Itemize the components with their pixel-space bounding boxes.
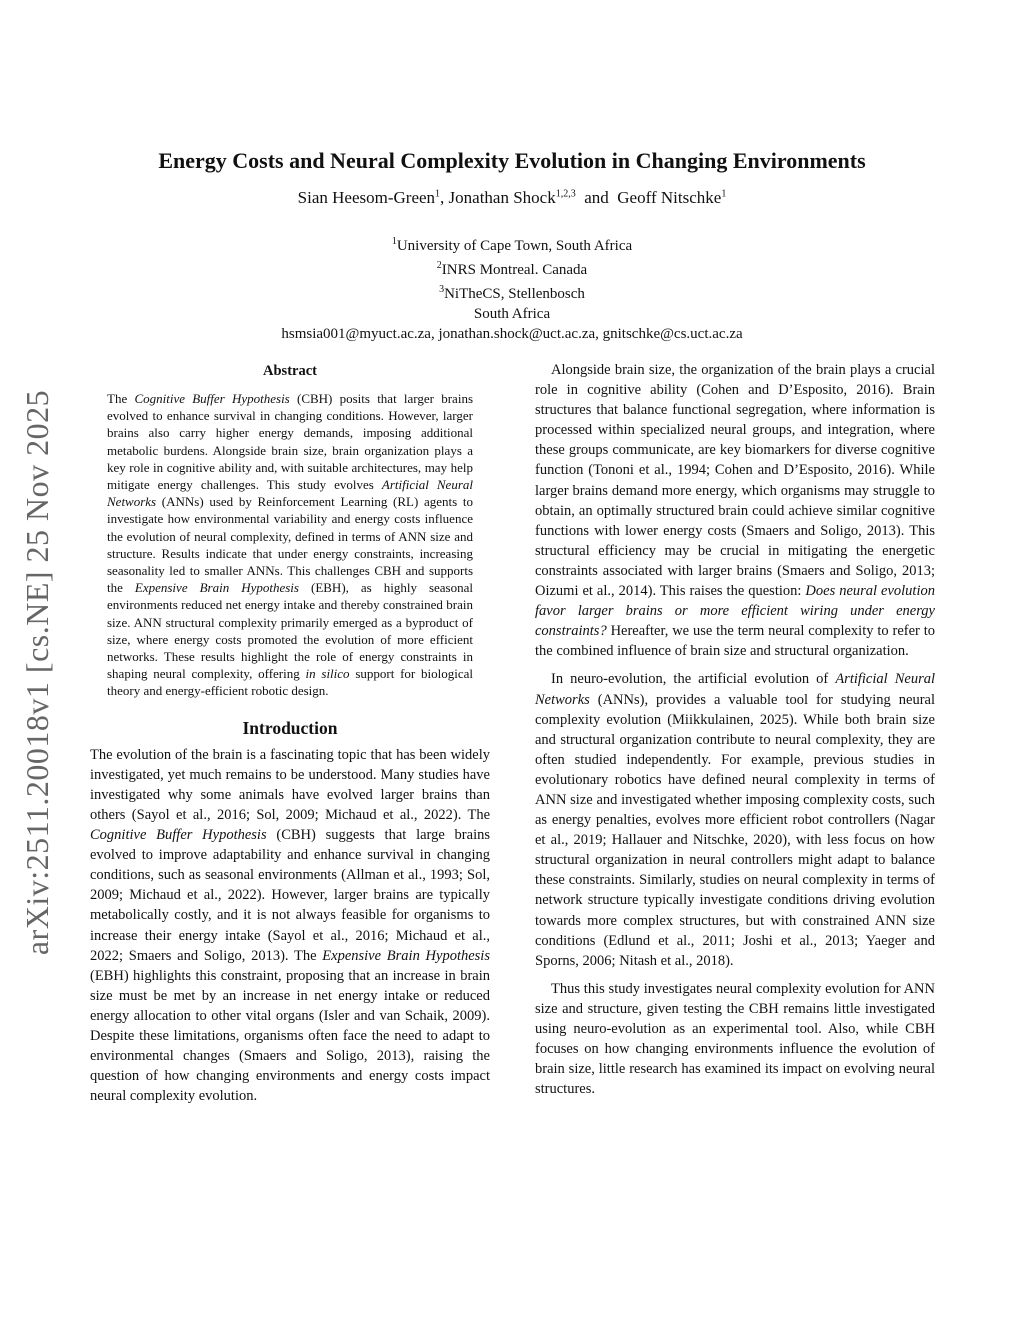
paper-title: Energy Costs and Neural Complexity Evolution in Changing Environments bbox=[158, 148, 866, 173]
author-conjunction: and bbox=[584, 188, 609, 207]
author-name: Sian Heesom-Green bbox=[297, 188, 436, 207]
abstract-text: The Cognitive Buffer Hypothesis (CBH) posits that larger brains evolved to enhance survival in changing conditions. However, larger brains also carry higher energy demands, imposing additional metabolic burdens. Alongside brain size, brain organization plays a key role in cognitive ability and, with suitable architectures, may help mitigate energy challenges. This study evolves Artificial Neural Networks (ANNs) used by Reinforcement Learning (RL) agents to investigate how environmental variability and energy costs influence the evolution of neural complexity, defined in terms of ANN size and structure. Results indicate that under energy constraints, increasing seasonality led to smaller ANNs. This challenges CBH and supports the Expensive Brain Hypothesis (EBH), as highly seasonal environments reduced net energy intake and thereby constrained brain size. ANN structural complexity primarily emerged as a byproduct of size, where energy costs promoted the evolution of more efficient networks. These results highlight the role of energy constraints in shaping neural complexity, offering in silico support for biological theory and energy-efficient robotic design. bbox=[107, 391, 474, 699]
abstract-heading: Abstract bbox=[263, 363, 317, 379]
affiliation-line: South Africa bbox=[473, 306, 551, 322]
paragraph: In neuro-evolution, the artificial evolution of Artificial Neural Networks (ANNs), provides a valuable tool for studying neural complexity evolution (Miikkulainen, 2025). While both brain size and structural organization contribute to neural complexity, they are often studied independently. For example, previous studies in evolutionary robotics have defined neural complexity in terms of ANN size and investigated whether imposing complexity costs, such as energy penalties, evolves more efficient robot controllers (Nagar et al., 2019; Hallauer and Nitschke, 2020), with less focus on how structural organization in neural controllers might adapt to balance these constraints. Similarly, studies on neural complexity in terms of network structure typically investigate conditions driving evolution towards more complex structures, but with constrained ANN size conditions (Edlund et al., 2011; Joshi et al., 2013; Yaeger and Sporns, 2006; Nitash et al., 2018). bbox=[535, 671, 935, 969]
author-name: Jonathan Shock bbox=[448, 188, 556, 207]
arxiv-identifier: arXiv:2511.20018v1 [cs.NE] 25 Nov 2025 bbox=[19, 389, 56, 955]
author-emails: hsmsia001@myuct.ac.za, jonathan.shock@uct.ac.za, gnitschke@cs.uct.ac.za bbox=[281, 326, 743, 342]
paragraph: Thus this study investigates neural complexity evolution for ANN size and structure, given testing the CBH remains little investigated using neuro-evolution as an experimental tool. Also, while CBH focuses on how changing environments influence the evolution of brain size, little research has examined its impact on evolving neural structures. bbox=[535, 980, 935, 1098]
paragraph: The evolution of the brain is a fascinating topic that has been widely investigated, yet much remains to be understood. Many studies have investigated why some animals have evolved larger brains than others (Sayol et al., 2016; Sol, 2009; Michaud et al., 2022). The Cognitive Buffer Hypothesis (CBH) suggests that large brains evolved to improve adaptability and enhance survival in changing conditions, such as seasonal environments (Allman et al., 1993; Sol, 2009; Michaud et al., 2022). However, larger brains are typically metabolically costly, and it is not always feasible for organisms to increase their energy intake (Sayol et al., 2016; Michaud et al., 2022; Smaers and Soligo, 2013). The Expensive Brain Hypothesis (EBH) highlights this constraint, proposing that an increase in brain size must be met by an increase in net energy intake or reduced energy allocation to other vital organs (Isler and van Schaik, 2009). Despite these limitations, organisms often face the need to adapt to environmental changes (Smaers and Soligo, 2013), raising the question of how changing environments and energy costs impact neural complexity evolution. bbox=[90, 746, 490, 1105]
author-affil-mark: 1,2,3 bbox=[555, 188, 576, 200]
introduction-heading: Introduction bbox=[242, 717, 338, 738]
author-affil-mark: 1 bbox=[435, 188, 441, 200]
paragraph: Alongside brain size, the organization of the brain plays a crucial role in cognitive ability (Cohen and D’Esposito, 2016). Brain structures that balance functional segregation, where information is processed within specialized neural groups, and integration, where these groups communicate, are key biomarkers for diverse cognitive function (Tononi et al., 1994; Cohen and D’Esposito, 2016). While larger brains demand more energy, which organisms may struggle to obtain, an optimally structured brain could achieve similar cognitive functions with lower energy costs (Smaers and Soligo, 2013). This structural efficiency may be crucial in mitigating the energetic constraints associated with larger brains (Smaers and Soligo, 2013; Oizumi et al., 2014). This raises the question: Does neural evolution favor larger brains or more efficient wiring under energy constraints? Hereafter, we use the term neural complexity to refer to the combined influence of brain size and structural organization. bbox=[535, 362, 935, 660]
affiliation-line: $^2$INRS Montreal. Canada bbox=[436, 260, 588, 278]
left-column bbox=[90, 360, 490, 1106]
author-list: Sian Heesom-Green$^1$, Jonathan Shock$^{1,2,3}$ and Geoff Nitschke$^1$ bbox=[297, 188, 727, 207]
arxiv-side-stamp bbox=[8, 372, 68, 972]
affiliation-line: $^3$NiTheCS, Stellenbosch bbox=[439, 284, 585, 302]
right-column bbox=[535, 360, 935, 1099]
affiliations bbox=[90, 232, 934, 344]
author-name: Geoff Nitschke bbox=[617, 188, 722, 207]
author-affil-mark: 1 bbox=[721, 188, 727, 200]
affiliation-line: $^1$University of Cape Town, South Africa bbox=[391, 236, 633, 254]
